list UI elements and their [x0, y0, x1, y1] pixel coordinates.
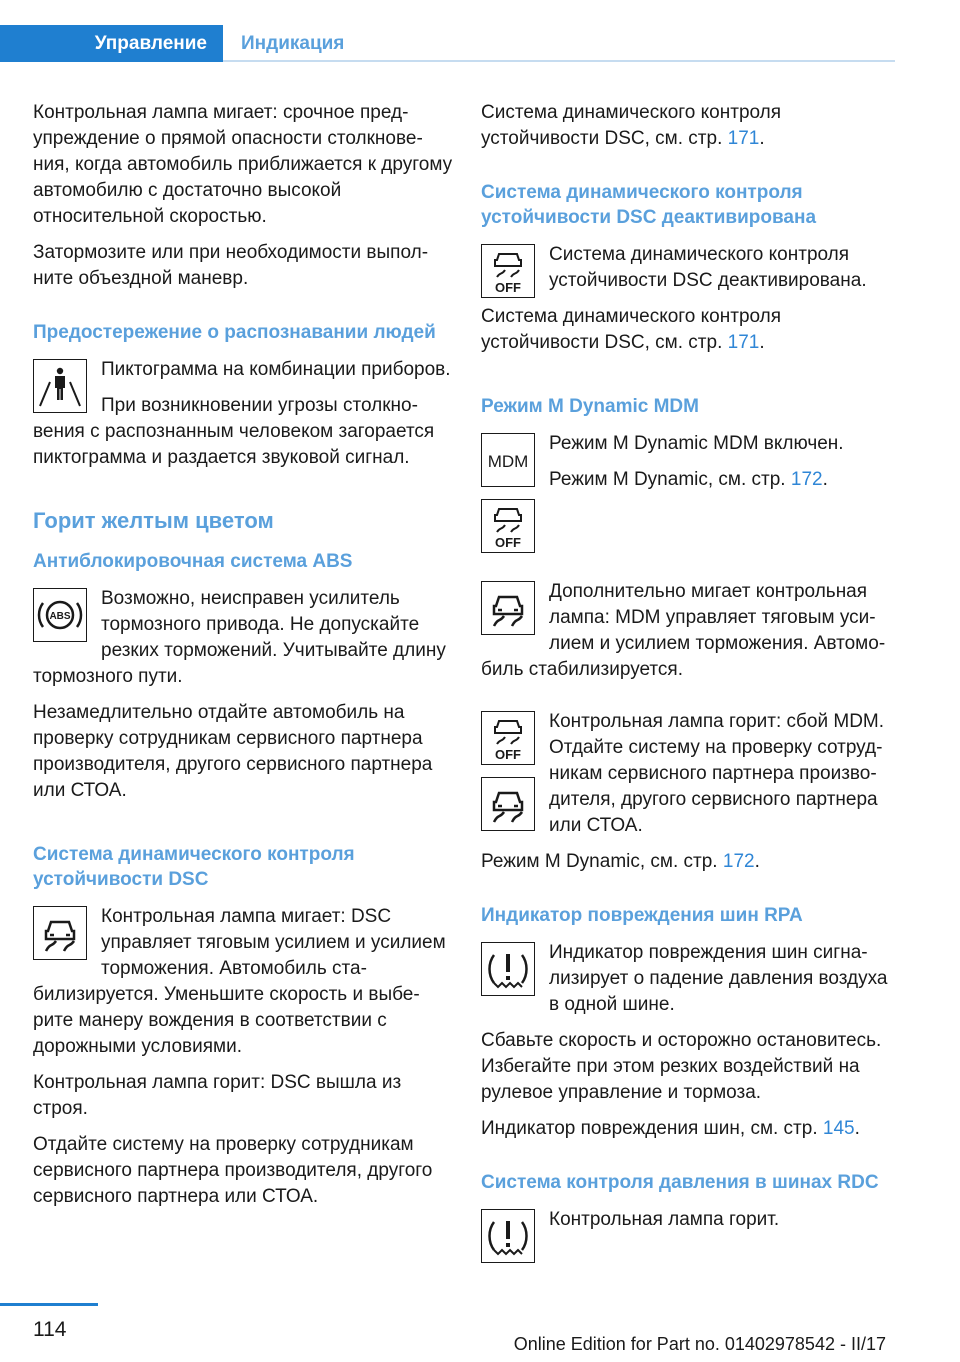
- mdm-text-2: Режим M Dynamic, см. стр. 172.: [549, 469, 828, 490]
- dsc-text-2: Контрольная лампа горит: DSC вышла из строя.: [33, 1072, 402, 1119]
- off-label-1: OFF: [495, 280, 521, 295]
- mdm-heading: Режим M Dynamic MDM: [481, 396, 699, 417]
- right-column: [481, 100, 901, 1267]
- rpa-text-2: Сбавьте скорость и осторожно остановитесь. Избегайте при этом резких воздействий на рулевое управление и тормоза.: [481, 1030, 882, 1103]
- page-link-172[interactable]: 172: [790, 469, 823, 490]
- rdc-text-1: Контрольная лампа горит.: [549, 1209, 780, 1230]
- abs-text-2: Незамедлительно отдайте автомобиль на проверку сотрудникам сервисного партнера производителя, другого сервисного партнера или СТОА.: [33, 702, 433, 801]
- people-text-2: При возникновении угрозы столкновения с распознанным человеком загорается пиктограмма и раздается звуковой сигнал.: [33, 395, 435, 468]
- tire-pressure-icon: [481, 942, 535, 996]
- rpa-heading: Индикатор повреждения шин RPA: [481, 905, 803, 926]
- page-link-172-b[interactable]: 172: [722, 851, 755, 872]
- edition-text: Online Edition for Part no. 01402978542 - II/17: [513, 1334, 886, 1354]
- dsc-skid-icon-2: [481, 581, 535, 635]
- abs-text-1: Возможно, неисправен усилитель тормозного привода. Не допускайте резких торможений. Учитывайте длину тормозного пути.: [33, 588, 446, 687]
- page-link-171-b[interactable]: 171: [727, 332, 760, 353]
- mdm-icon-stack: [481, 433, 535, 565]
- dsc-ref-text: Система динамического контроля устойчивости DSC, см. стр. 171.: [481, 102, 782, 149]
- footer-accent-line: [0, 1303, 98, 1306]
- off-label-2: OFF: [495, 535, 521, 550]
- rpa-text-1: Индикатор повреждения шин сигнализирует о падение давления воздуха в одной шине.: [549, 942, 888, 1015]
- dsc-text-3: Отдайте систему на проверку сотрудникам сервисного партнера производителя, другого сервисного партнера или СТОА.: [33, 1134, 433, 1207]
- dsc-off-icon-3: [481, 711, 535, 765]
- mdm-icon: [481, 433, 535, 487]
- tab-indication[interactable]: Индикация: [241, 32, 345, 54]
- dsc-skid-icon: [33, 906, 87, 960]
- page-link-171[interactable]: 171: [727, 128, 760, 149]
- header-divider: [223, 60, 895, 62]
- mdm-text-5: Режим M Dynamic, см. стр. 172.: [481, 851, 760, 872]
- people-text-1: Пиктограмма на комбинации приборов.: [101, 359, 451, 380]
- abs-icon-label: ABS: [49, 611, 71, 622]
- mdm-text-1: Режим M Dynamic MDM включен.: [549, 433, 844, 454]
- yellow-section-heading: Горит желтым цветом: [33, 508, 274, 533]
- rdc-heading: Система контроля давления в шинах RDC: [481, 1172, 879, 1193]
- dsc-off-icon: [481, 244, 535, 298]
- dsc-skid-icon-3: [481, 777, 535, 831]
- dsc-off-text-2: Система динамического контроля устойчивости DSC, см. стр. 171.: [481, 306, 782, 353]
- header-tabbar: [0, 0, 960, 62]
- dsc-heading: Система динамического контроля устойчивости DSC: [33, 844, 355, 890]
- tab-control[interactable]: Управление: [0, 25, 223, 62]
- abs-icon: [33, 588, 87, 642]
- left-column: [33, 100, 453, 1220]
- mdm-fail-icon-stack: [481, 711, 535, 843]
- page-number: 114: [33, 1318, 67, 1341]
- mdm-icon-label: MDM: [487, 452, 529, 471]
- page-link-145[interactable]: 145: [822, 1118, 855, 1139]
- warning-flash-text: Контрольная лампа мигает: срочное предупреждение о прямой опасности столкновения, когда автомобиль приближается к другому автомобилю с достаточно высокой относительной скоростью.: [33, 102, 453, 227]
- people-warning-heading: Предостережение о распознавании людей: [33, 322, 436, 343]
- pedestrian-warning-icon: [33, 359, 87, 413]
- mdm-text-3: Дополнительно мигает контрольная лампа: MDM управляет тяговым усилием и усилием торможения. Автомобиль стабилизируется.: [481, 581, 886, 680]
- dsc-off-icon-2: [481, 499, 535, 553]
- rpa-text-3: Индикатор повреждения шин, см. стр. 145.: [481, 1118, 860, 1139]
- off-label-3: OFF: [495, 747, 521, 762]
- mdm-text-4: Контрольная лампа горит: сбой MDM. Отдайте систему на проверку сотрудникам сервисного партнера производителя, другого сервисного партнера или СТОА.: [549, 711, 885, 836]
- brake-advice-text: Затормозите или при необходимости выполните объездной маневр.: [33, 242, 429, 289]
- tire-pressure-icon-2: [481, 1209, 535, 1263]
- abs-heading: Антиблокировочная система ABS: [33, 551, 353, 572]
- dsc-text-1: Контрольная лампа мигает: DSC управляет тяговым усилием и усилием торможения. Автомобиль стабилизируется. Уменьшите скорость и выберите манеру вождения в соответствии с дорожными условиями.: [33, 906, 446, 1057]
- dsc-off-heading: Система динамического контроля устойчивости DSC деактивирована: [481, 182, 817, 228]
- dsc-off-text-1: Система динамического контроля устойчивости DSC деактивирована.: [549, 244, 867, 291]
